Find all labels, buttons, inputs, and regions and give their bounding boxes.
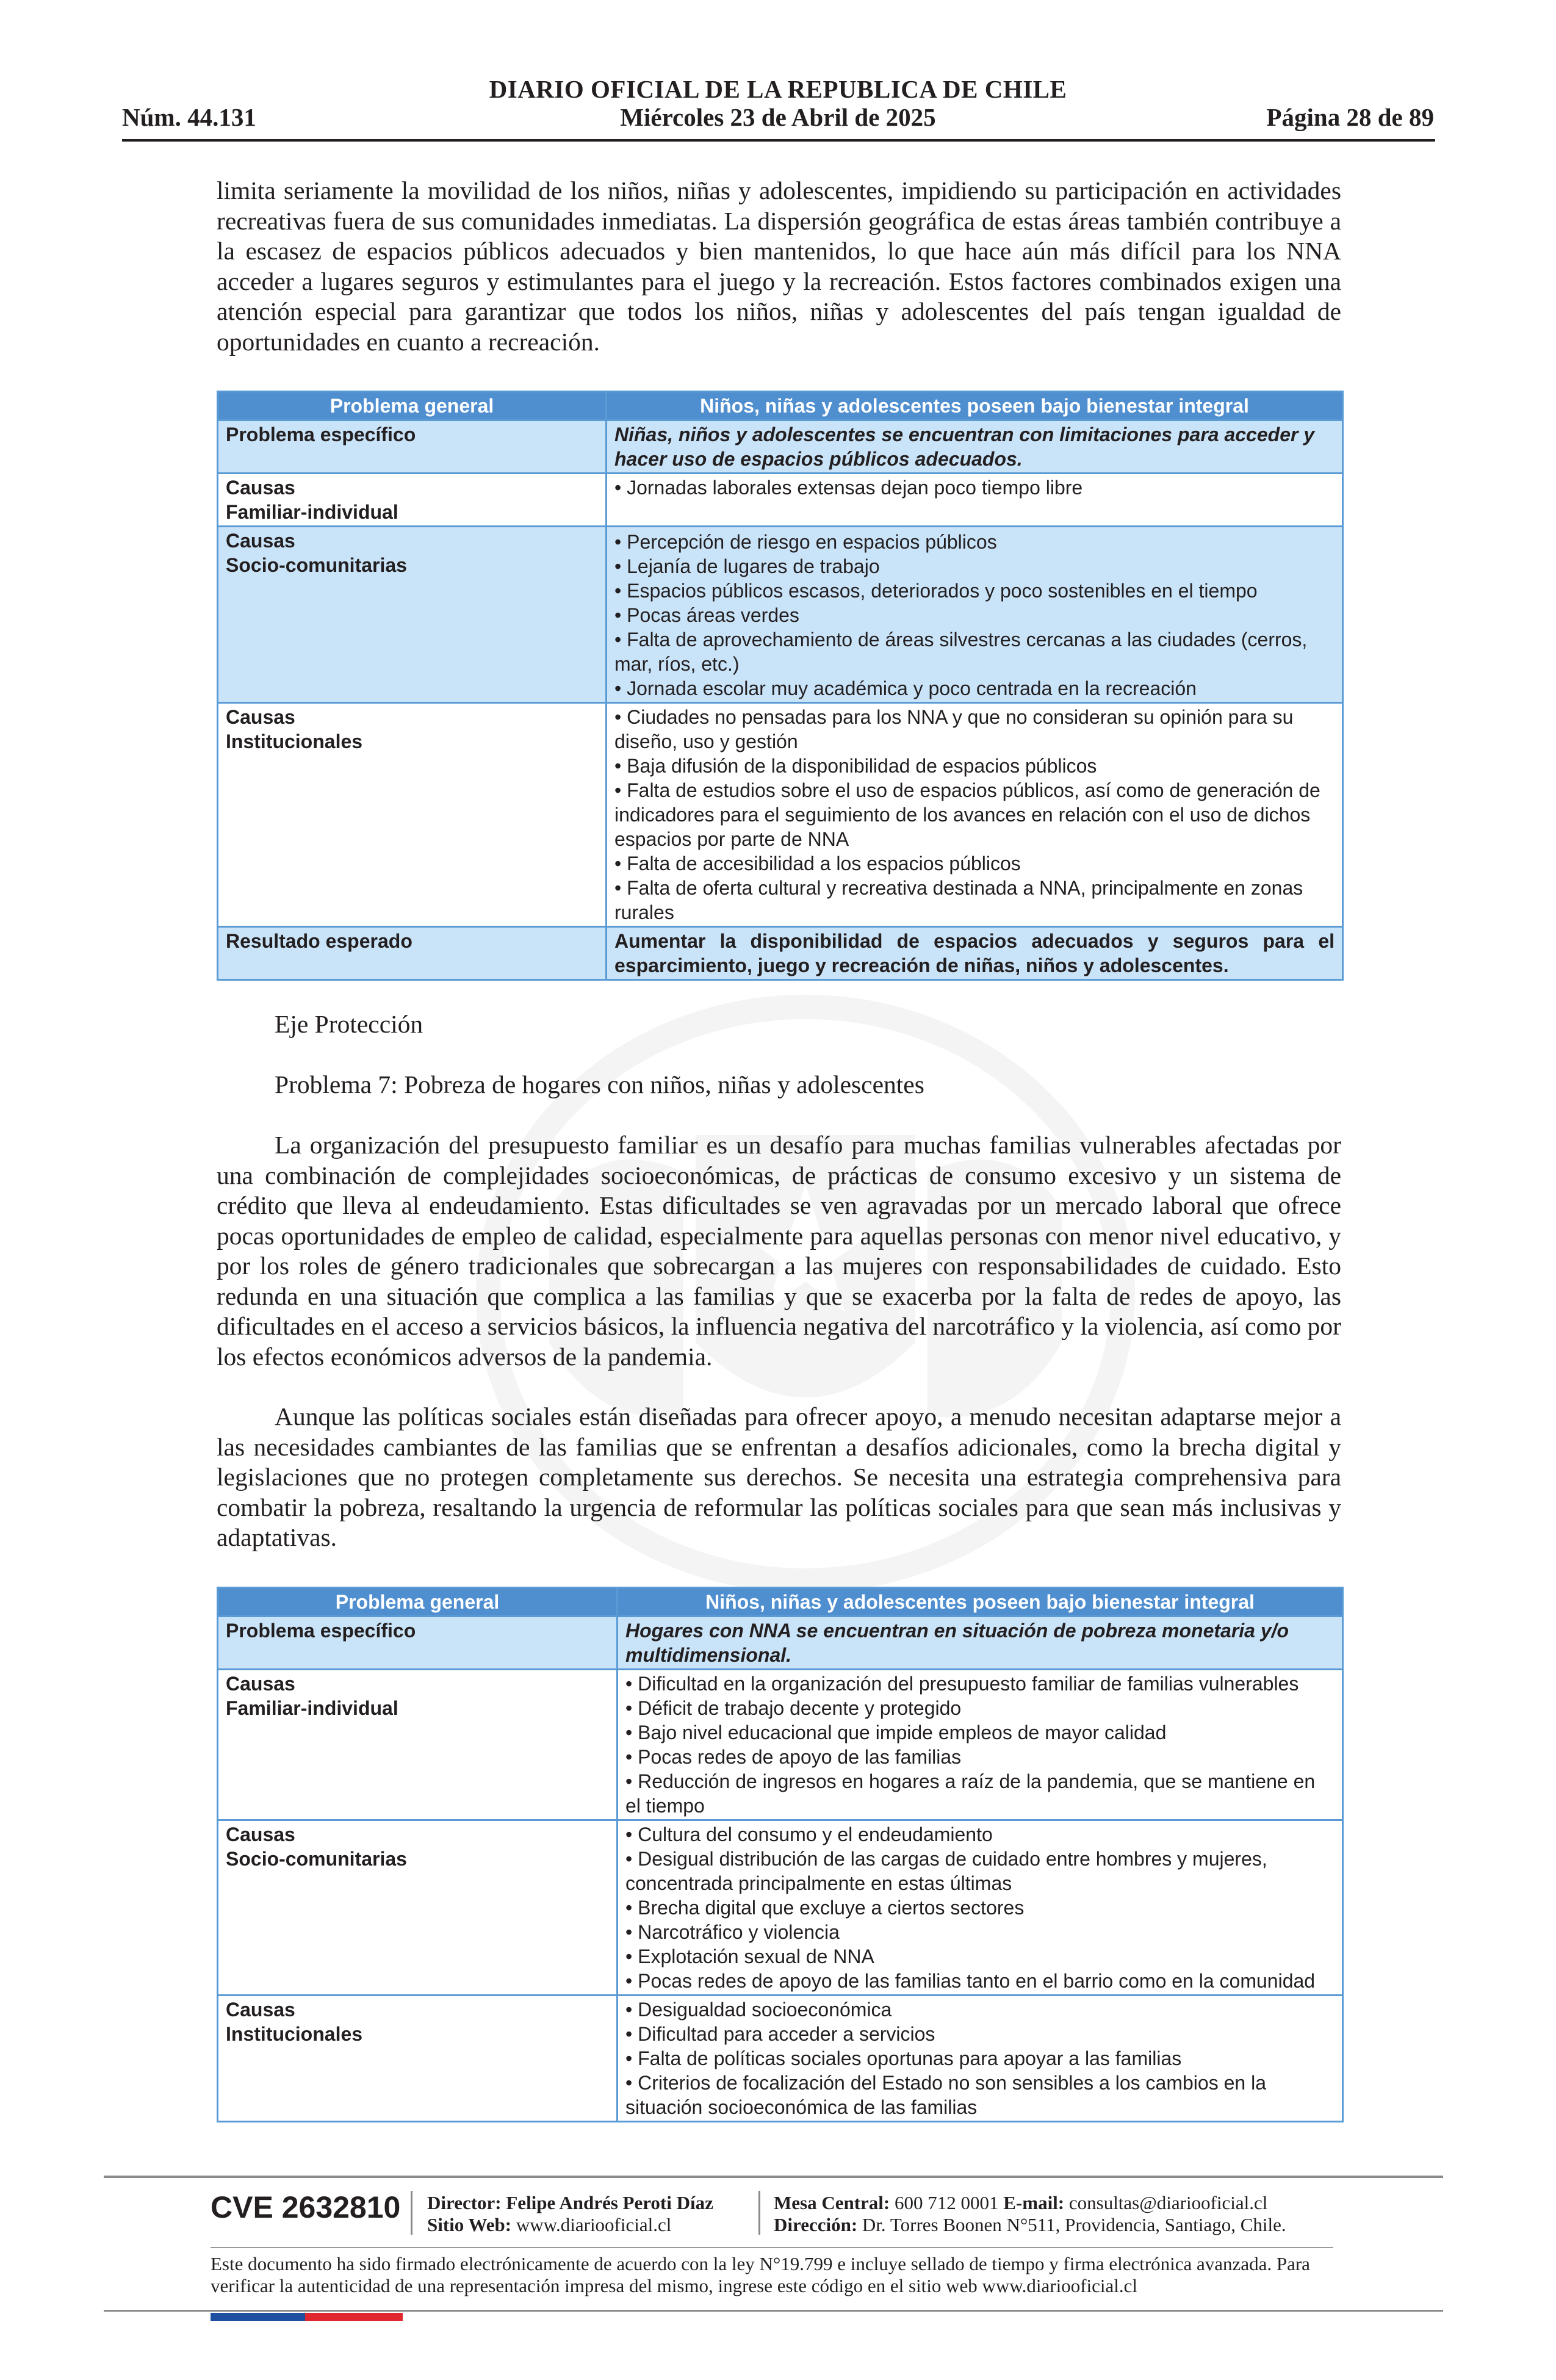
footer-director-block bbox=[427, 2192, 713, 2236]
list-item: • Brecha digital que excluye a ciertos sectores bbox=[625, 1895, 1334, 1920]
causes-institutional-label bbox=[218, 703, 607, 927]
header-general-value: Niños, niñas y adolescentes poseen bajo bienestar integral bbox=[607, 392, 1343, 420]
header-general-value: Niños, niñas y adolescentes poseen bajo bienestar integral bbox=[618, 1588, 1343, 1617]
list-item: • Desigual distribución de las cargas de cuidado entre hombres y mujeres, concentrada principalmente en estas últimas bbox=[625, 1847, 1334, 1895]
expected-result-label: Resultado esperado bbox=[218, 927, 607, 980]
intro-paragraph: limita seriamente la movilidad de los niños, niñas y adolescentes, impidiendo su participación en actividades recreativas fuera de sus comunidades inmediatas. La dispersión geográfica de estas áreas también contribuye a la escasez de espacios públicos adecuados y bien mantenidos, lo que hace aún más difícil para los NNA acceder a lugares seguros y estimulantes para el juego y la recreación. Estos factores combinados exigen una atención especial para garantizar que todos los niños, niñas y adolescentes del país tengan igualdad de oportunidades en cuanto a recreación. bbox=[217, 176, 1341, 356]
flag-stripe-red bbox=[305, 2313, 403, 2321]
causes-type-label: Familiar-individual bbox=[226, 1697, 398, 1719]
axis-heading: Eje Protección bbox=[275, 1010, 423, 1038]
list-item: • Déficit de trabajo decente y protegido bbox=[625, 1696, 1334, 1720]
causes-familiar-list bbox=[618, 1670, 1343, 1820]
flag-stripe-blue bbox=[211, 2313, 305, 2321]
list-item: • Dificultad en la organización del presupuesto familiar de familias vulnerables bbox=[625, 1671, 1334, 1696]
list-item: • Pocas redes de apoyo de las familias bbox=[625, 1745, 1334, 1769]
causes-type-label: Familiar-individual bbox=[226, 501, 398, 523]
list-item: • Pocas áreas verdes bbox=[614, 603, 1334, 627]
list-item: • Desigualdad socioeconómica bbox=[625, 1997, 1334, 2022]
list-item: • Falta de políticas sociales oportunas para apoyar a las familias bbox=[625, 2046, 1334, 2071]
header-divider bbox=[122, 139, 1435, 142]
header-general-label: Problema general bbox=[218, 1588, 618, 1617]
list-item: • Falta de oferta cultural y recreativa destinada a NNA, principalmente en zonas rurales bbox=[614, 876, 1334, 925]
table-row bbox=[218, 420, 1343, 474]
list-item: • Bajo nivel educacional que impide empleos de mayor calidad bbox=[625, 1720, 1334, 1745]
email-link[interactable]: consultas@diariooficial.cl bbox=[1068, 2192, 1268, 2213]
cve-code: CVE 2632810 bbox=[211, 2190, 401, 2224]
problem-table-2 bbox=[217, 1587, 1344, 2122]
causes-institutional-list bbox=[618, 1996, 1343, 2122]
email-label: E-mail: bbox=[1003, 2192, 1065, 2213]
list-item: • Dificultad para acceder a servicios bbox=[625, 2022, 1334, 2046]
causes-label: Causas bbox=[226, 1673, 295, 1695]
web-link[interactable]: www.diariooficial.cl bbox=[516, 2214, 672, 2235]
specific-problem-label: Problema específico bbox=[218, 420, 607, 474]
list-item: • Ciudades no pensadas para los NNA y que no consideran su opinión para su diseño, uso y gestión bbox=[614, 705, 1334, 754]
list-item: • Baja difusión de la disponibilidad de espacios públicos bbox=[614, 754, 1334, 778]
paragraph-budget: La organización del presupuesto familiar es un desafío para muchas familias vulnerables afectadas por una combinación de complejidades socioeconómicas, de prácticas de consumo excesivo y un sistema de crédito que lleva al endeudamiento. Estas dificultades se ven agravadas por un mercado laboral que ofrece pocas oportunidades de empleo de calidad, especialmente para aquellas personas con menor nivel educativo, y por los roles de género tradicionales que sobrecargan a las mujeres con responsabilidades de cuidado. Esto redunda en una situación que complica a las familias y que se exacerba por la falta de redes de apoyo, las dificultades en el acceso a servicios básicos, la influencia negativa del narcotráfico y la violencia, así como por los efectos económicos adversos de la pandemia. bbox=[217, 1131, 1341, 1371]
table-header-row bbox=[218, 392, 1343, 420]
list-item: • Pocas redes de apoyo de las familias tanto en el barrio como en la comunidad bbox=[625, 1969, 1334, 1993]
footer-divider bbox=[104, 2176, 1443, 2178]
causes-label: Causas bbox=[226, 477, 295, 499]
causes-type-label: Institucionales bbox=[226, 730, 363, 752]
list-item: • Jornadas laborales extensas dejan poco tiempo libre bbox=[614, 475, 1334, 500]
address-label: Dirección: bbox=[774, 2214, 858, 2235]
issue-date: Miércoles 23 de Abril de 2025 bbox=[620, 103, 936, 131]
list-item: • Criterios de focalización del Estado no son sensibles a los cambios en la situación socioeconómica de las familias bbox=[625, 2071, 1334, 2119]
header-row bbox=[122, 103, 1434, 134]
expected-result-text: Aumentar la disponibilidad de espacios adecuados y seguros para el esparcimiento, juego y recreación de niñas, niños y adolescentes. bbox=[607, 927, 1343, 980]
web-label: Sitio Web: bbox=[427, 2214, 512, 2235]
causes-type-label: Socio-comunitarias bbox=[226, 1848, 407, 1870]
causes-type-label: Socio-comunitarias bbox=[226, 554, 407, 576]
list-item: • Cultura del consumo y el endeudamiento bbox=[625, 1822, 1334, 1847]
table-row bbox=[218, 927, 1343, 980]
table-row bbox=[218, 1670, 1343, 1820]
page-number: Página 28 de 89 bbox=[1266, 103, 1434, 131]
table-row bbox=[218, 703, 1343, 927]
list-item: • Percepción de riesgo en espacios públicos bbox=[614, 530, 1334, 554]
causes-familiar-list bbox=[607, 474, 1343, 527]
list-item: • Explotación sexual de NNA bbox=[625, 1944, 1334, 1969]
table-row bbox=[218, 527, 1343, 703]
list-item: • Jornada escolar muy académica y poco centrada en la recreación bbox=[614, 676, 1334, 701]
causes-familiar-label bbox=[218, 1670, 618, 1820]
footer-divider bbox=[211, 2247, 1333, 2248]
mesa-label: Mesa Central: bbox=[774, 2192, 890, 2213]
paragraph-policies: Aunque las políticas sociales están diseñadas para ofrecer apoyo, a menudo necesitan adaptarse mejor a las necesidades cambiantes de las familias que se enfrentan a desafíos adicionales, como la brecha digital y legislaciones que no protegen completamente sus derechos. Se necesita una estrategia comprehensiva para combatir la pobreza, resaltando la urgencia de reformular las políticas sociales para que sean más inclusivas y adaptativas. bbox=[217, 1402, 1341, 1551]
causes-institutional-list bbox=[607, 703, 1343, 927]
list-item: • Narcotráfico y violencia bbox=[625, 1920, 1334, 1944]
table-row bbox=[218, 1996, 1343, 2122]
list-item: • Falta de accesibilidad a los espacios públicos bbox=[614, 851, 1334, 876]
specific-problem-text: Niñas, niños y adolescentes se encuentran con limitaciones para acceder y hacer uso de espacios públicos adecuados. bbox=[607, 420, 1343, 474]
table-header-row bbox=[218, 1588, 1343, 1617]
causes-label: Causas bbox=[226, 530, 295, 552]
list-item: • Reducción de ingresos en hogares a raíz de la pandemia, que se mantiene en el tiempo bbox=[625, 1769, 1334, 1818]
table-row bbox=[218, 1617, 1343, 1670]
footer-separator bbox=[411, 2191, 412, 2235]
problem-7-heading: Problema 7: Pobreza de hogares con niños, niñas y adolescentes bbox=[275, 1070, 924, 1098]
list-item: • Falta de estudios sobre el uso de espacios públicos, así como de generación de indicadores para el seguimiento de los avances en relación con el uso de dichos espacios por parte de NNA bbox=[614, 778, 1334, 851]
mesa-phone: 600 712 0001 bbox=[895, 2192, 999, 2213]
footer-separator bbox=[758, 2191, 760, 2235]
causes-familiar-label bbox=[218, 474, 607, 527]
causes-label: Causas bbox=[226, 1823, 295, 1845]
footer-contact-block bbox=[774, 2192, 1286, 2236]
signature-note: Este documento ha sido firmado electrónicamente de acuerdo con la ley N°19.799 e incluye sellado de tiempo y firma electrónica avanzada. Para verificar la autenticidad de una representación impresa del mismo, ingrese este código en el sitio web www.diariooficial.cl bbox=[211, 2253, 1310, 2296]
specific-problem-text: Hogares con NNA se encuentran en situación de pobreza monetaria y/o multidimensional. bbox=[618, 1617, 1343, 1670]
address-value: Dr. Torres Boonen N°511, Providencia, Santiago, Chile. bbox=[862, 2214, 1286, 2235]
list-item: • Espacios públicos escasos, deteriorados y poco sostenibles en el tiempo bbox=[614, 579, 1334, 603]
director-name: Felipe Andrés Peroti Díaz bbox=[506, 2192, 713, 2213]
journal-title: DIARIO OFICIAL DE LA REPUBLICA DE CHILE bbox=[489, 75, 1067, 103]
header-general-label: Problema general bbox=[218, 392, 607, 420]
causes-socio-label bbox=[218, 1820, 618, 1996]
table-row bbox=[218, 1820, 1343, 1996]
list-item: • Falta de aprovechamiento de áreas silvestres cercanas a las ciudades (cerros, mar, ríos, etc.) bbox=[614, 627, 1334, 676]
footer-divider bbox=[104, 2310, 1443, 2312]
causes-institutional-label bbox=[218, 1996, 618, 2122]
causes-socio-list bbox=[607, 527, 1343, 703]
causes-type-label: Institucionales bbox=[226, 2023, 363, 2045]
causes-socio-list bbox=[618, 1820, 1343, 1996]
director-label: Director: bbox=[427, 2192, 502, 2213]
causes-label: Causas bbox=[226, 706, 295, 728]
causes-label: Causas bbox=[226, 1999, 295, 2021]
issue-number: Núm. 44.131 bbox=[122, 103, 256, 131]
specific-problem-label: Problema específico bbox=[218, 1617, 618, 1670]
list-item: • Lejanía de lugares de trabajo bbox=[614, 554, 1334, 579]
causes-socio-label bbox=[218, 527, 607, 703]
problem-table-1 bbox=[217, 391, 1344, 981]
table-row bbox=[218, 474, 1343, 527]
